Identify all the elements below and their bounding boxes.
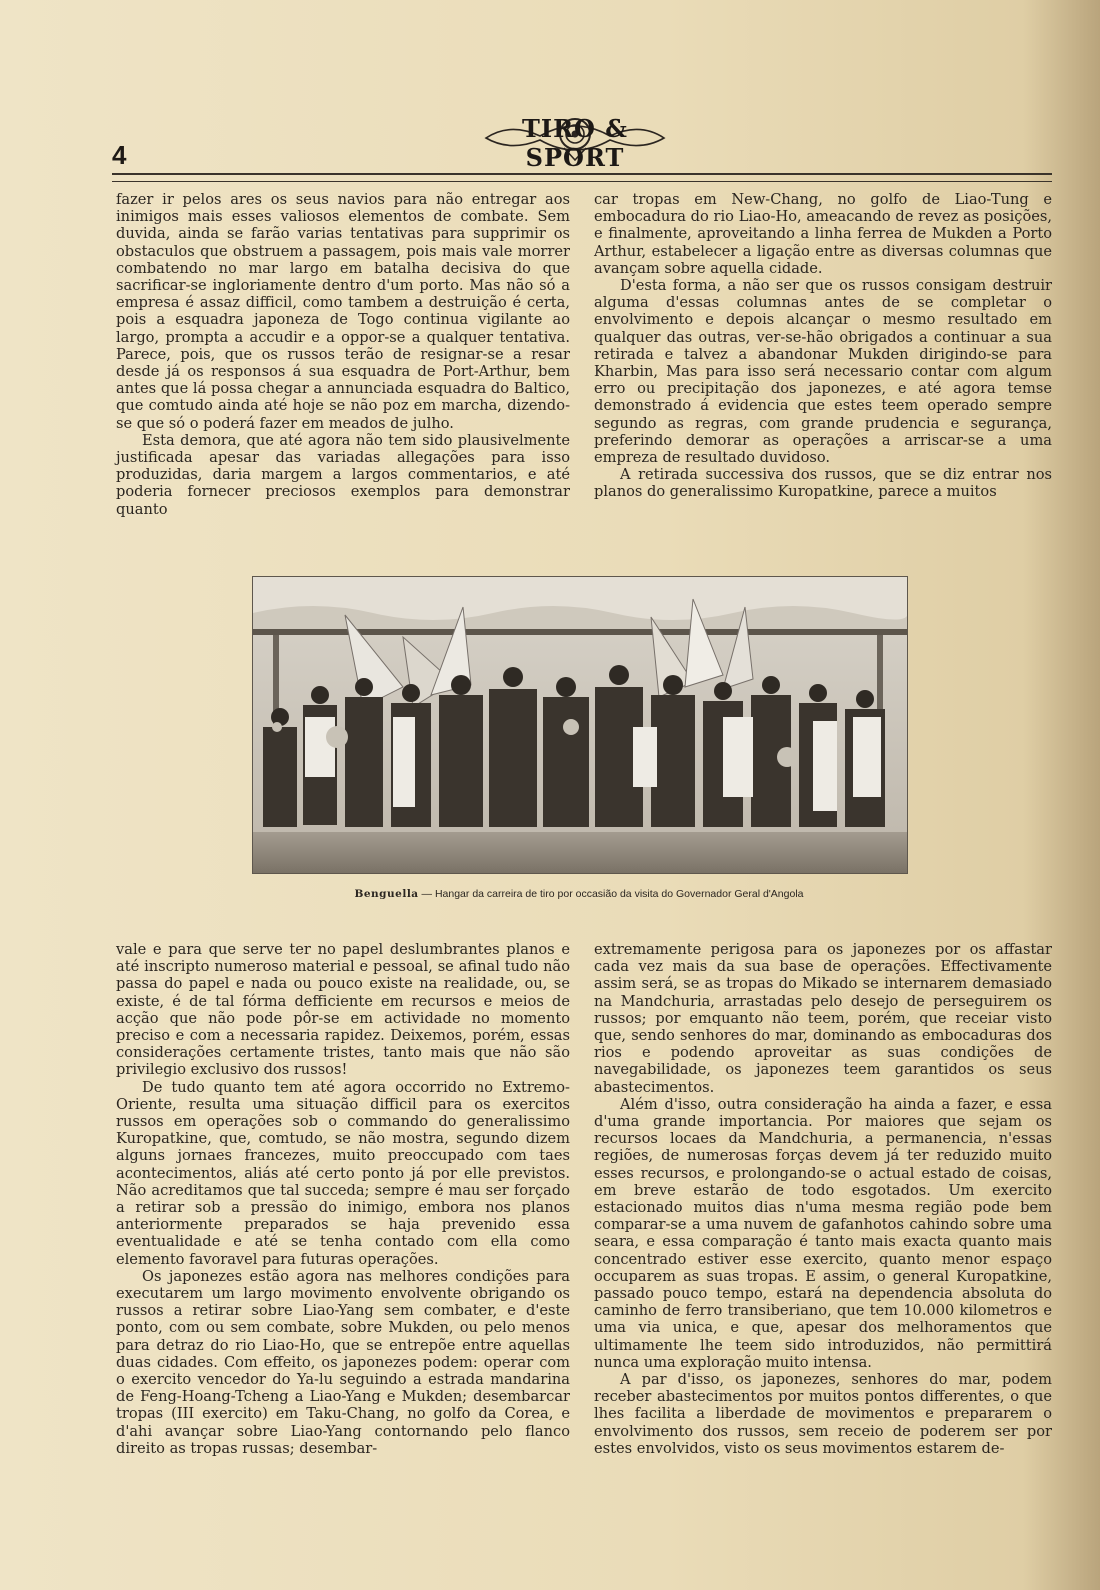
photo-caption xyxy=(252,888,906,900)
paragraph: extremamente perigosa para os japonezes por os affastar cada vez mais da sua base de operações. Effectivamente assim será, se as tropas do Mikado se internarem demasiado na Mandchuria, arrastadas pelo desejo de perseguirem os russos; por emquanto não teem, porém, que receiar visto que, sendo senhores do mar, dominando as embocaduras dos rios e podendo aproveitar as suas condições de navegabilidade, os japonezes teem garantidos os seus abastecimentos. xyxy=(594,941,1052,1096)
paragraph: A par d'isso, os japonezes, senhores do mar, podem receber abastecimentos por muitos pontos differentes, o que lhes facilita a liberdade de movimentos e prepararem o envolvimento dos russos, sem receio de poderem ser por estes envolvidos, visto os seus movimentos estarem de- xyxy=(594,1371,1052,1457)
paragraph: fazer ir pelos ares os seus navios para não entregar aos inimigos mais esses valiosos elementos de combate. Sem duvida, ainda se farão varias tentativas para supprimir os obstaculos que obstruem a passagem, pois mais vale morrer combatendo no mar largo em batalha decisiva do que sacrificar-se ingloriamente dentro d'um porto. Mas não só a empresa é assaz difficil, como tambem a destruição é certa, pois a esquadra japoneza de Togo continua vigilante ao largo, prompta a accudir e a oppor-se a qualquer tentativa. Parece, pois, que os russos terão de resignar-se a resar desde já os responsos á sua esquadra de Port-Arthur, bem antes que lá possa chegar a annunciada esquadra do Baltico, que comtudo ainda até hoje se não poz em marcha, dizendo-se que só o poderá fazer em meados de julho. xyxy=(116,191,570,432)
paragraph: Além d'isso, outra consideração ha ainda a fazer, e essa d'uma grande importancia. Por maiores que sejam os recursos locaes da Mandchuria, a permanencia, n'essas regiões, de numerosas forças devem já ter reduzido muito esses recursos, e prolongando-se o actual estado de coisas, em breve estarão de todo esgotados. Um exercito estacionado muitos dias n'uma mesma região pode bem comparar-se a uma nuvem de gafanhotos cahindo sobre uma seara, e essa comparação é tanto mais exacta quanto mais concentrado estiver esse exercito, quanto menor espaço occuparem as suas tropas. E assim, o general Kuropatkine, passado pouco tempo, estará na dependencia absoluta do caminho de ferro transiberiano, que tem 10.000 kilometros e uma via unica, e que, apesar dos melhoramentos que ultimamente lhe teem sido introduzidos, não permittirá nunca uma exploração muito intensa. xyxy=(594,1095,1052,1371)
caption-place: Benguella xyxy=(354,888,419,900)
masthead-title: TIRO & SPORT xyxy=(522,114,628,172)
header-rule xyxy=(112,173,1052,182)
paragraph: vale e para que serve ter no papel deslumbrantes planos e até inscripto numeroso material e pessoal, se afinal tudo não passa do papel e nada ou pouco existe na realidade, ou, se existe, é de tal fórma defficiente em recursos e meios de acção que não pode pôr-se em actividade no momento preciso e com a necessaria rapidez. Deixemos, porém, essas considerações certamente tristes, tanto mais que não são privilegio exclusivo dos russos! xyxy=(116,941,570,1079)
paragraph: De tudo quanto tem até agora occorrido no Extremo-Oriente, resulta uma situação difficil para os exercitos russos em operações sob o commando do generalissimo Kuropatkine, que, comtudo, se não mostra, segundo dizem alguns jornaes francezes, muito preoccupado com taes acontecimentos, aliás até certo ponto já por elle previstos. Não acreditamos que tal succeda; sempre é mau ser forçado a retirar sob a pressão do inimigo, embora nos planos anteriormente preparados se haja prevenido essa eventualidade e até se tenha contado com ella como elemento favoravel para futuras operações. xyxy=(116,1078,570,1268)
column-top-right xyxy=(594,191,1052,501)
paragraph: D'esta forma, a não ser que os russos consigam destruir alguma d'essas columnas antes de se completar o envolvimento e depois alcançar o mesmo resultado em qualquer das outras, ver-se-hão obrigados a continuar a sua retirada e talvez a abandonar Mukden dirigindo-se para Kharbin, Mas para isso será necessario contar com algum erro ou precipitação dos japonezes, e até agora temse demonstrado á evidencia que estes teem operado sempre segundo as regras, com grande prudencia e segurança, preferindo demorar as operações a arriscar-se a uma empreza de resultado duvidoso. xyxy=(594,277,1052,467)
caption-text: — Hangar da carreira de tiro por occasião da visita do Governador Geral d'Angola xyxy=(418,888,804,900)
masthead xyxy=(480,108,670,172)
hangar-group-photo xyxy=(253,577,907,873)
group-photograph xyxy=(252,576,908,874)
column-bottom-right xyxy=(594,941,1052,1457)
column-bottom-left xyxy=(116,941,570,1457)
column-top-left xyxy=(116,191,570,518)
page-number: 4 xyxy=(112,140,127,170)
paragraph: Esta demora, que até agora não tem sido plausivelmente justificada apesar das variadas allegações para isso produzidas, daria margem a largos commentarios, e até poderia fornecer preciosos exemplos para demonstrar quanto xyxy=(116,431,570,518)
paragraph: car tropas em New-Chang, no golfo de Liao-Tung e embocadura do rio Liao-Ho, ameacando de revez as posições, e finalmente, aproveitando a linha ferrea de Mukden a Porto Arthur, estabelecer a ligação entre as diversas columnas que avançam sobre aquella cidade. xyxy=(594,191,1052,277)
paragraph: Os japonezes estão agora nas melhores condições para executarem um largo movimento envolvente obrigando os russos a retirar sobre Liao-Yang sem combater, e d'este ponto, com ou sem combate, sobre Mukden, ou pelo menos para detraz do rio Liao-Ho, que se entrepõe entre aquellas duas cidades. Com effeito, os japonezes podem: operar com o exercito vencedor do Ya-lu seguindo a estrada mandarina de Feng-Hoang-Tcheng a Liao-Yang e Mukden; desembarcar tropas (III exercito) em Taku-Chang, no golfo da Corea, e d'ahi avançar sobre Liao-Yang contornando pelo flanco direito as tropas russas; desembar- xyxy=(116,1267,570,1457)
paragraph: A retirada successiva dos russos, que se diz entrar nos planos do generalissimo Kuropatkine, parece a muitos xyxy=(594,466,1052,501)
